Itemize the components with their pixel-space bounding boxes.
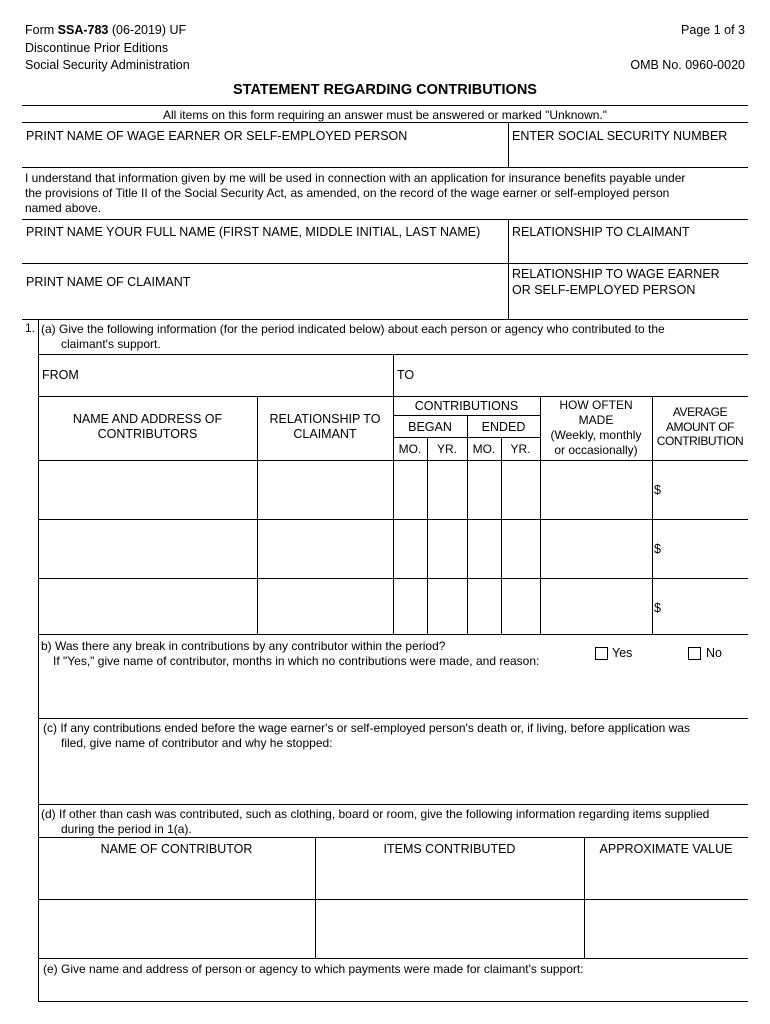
from-label: FROM xyxy=(42,368,79,382)
question-number: 1. xyxy=(25,321,36,335)
column-name-address-line-2: CONTRIBUTORS xyxy=(97,427,198,441)
column-relationship-line-1: RELATIONSHIP TO xyxy=(269,412,381,426)
divider xyxy=(38,460,748,461)
column-how-often xyxy=(540,398,652,458)
question-1a-line-1: (a) Give the following information (for the period indicated below) about each person or agency who contributed to the xyxy=(41,322,665,336)
no-checkbox[interactable] xyxy=(688,647,701,660)
question-1c-answer-field[interactable] xyxy=(40,752,746,803)
dollar-sign-row-3: $ xyxy=(654,601,661,615)
statement-line-3: named above. xyxy=(25,201,102,215)
divider xyxy=(508,122,509,167)
contributor-row-3[interactable] xyxy=(40,580,746,633)
divider xyxy=(38,396,748,397)
relationship-to-wage-earner-field[interactable] xyxy=(510,300,748,318)
wage-earner-label: PRINT NAME OF WAGE EARNER OR SELF-EMPLOYED PERSON xyxy=(26,129,408,143)
relationship-to-claimant-field[interactable] xyxy=(510,241,748,263)
dollar-sign-row-2: $ xyxy=(654,542,661,556)
column-ended-year: YR. xyxy=(510,442,531,456)
column-items-contributed: ITEMS CONTRIBUTED xyxy=(383,842,516,856)
contributor-row-1[interactable] xyxy=(40,462,746,518)
column-ended: ENDED xyxy=(481,420,526,434)
question-1b-line-2: If "Yes," give name of contributor, months in which no contributions were made, and reason: xyxy=(53,654,540,668)
discontinue-note: Discontinue Prior Editions xyxy=(25,41,169,55)
divider xyxy=(22,105,748,106)
statement-line-2: the provisions of Title II of the Social Security Act, as amended, on the record of the wage earner or self-employed person xyxy=(25,186,670,200)
form-number: SSA-783 xyxy=(57,23,109,37)
column-average-amount-line-3: CONTRIBUTION xyxy=(656,434,744,448)
divider xyxy=(393,437,540,438)
column-how-often-line-1: HOW OFTEN xyxy=(559,398,633,412)
column-average-amount-line-2: AMOUNT OF xyxy=(665,419,735,434)
items-row-2[interactable] xyxy=(40,901,746,957)
question-1b-line-1: b) Was there any break in contributions by any contributor within the period? xyxy=(41,639,446,653)
items-row-1[interactable] xyxy=(40,858,746,898)
divider xyxy=(22,167,748,168)
no-label: No xyxy=(706,646,722,660)
column-relationship xyxy=(257,412,393,442)
ssn-field[interactable] xyxy=(510,145,748,167)
column-average-amount-line-1: AVERAGE xyxy=(672,405,728,419)
full-name-field[interactable] xyxy=(24,241,507,263)
divider xyxy=(22,263,748,264)
claimant-name-field[interactable] xyxy=(24,292,507,318)
wage-earner-name-field[interactable] xyxy=(24,145,507,167)
divider xyxy=(22,319,748,320)
divider xyxy=(22,219,748,220)
relationship-to-wage-earner-label-2: OR SELF-EMPLOYED PERSON xyxy=(512,283,696,297)
relationship-to-claimant-label: RELATIONSHIP TO CLAIMANT xyxy=(512,225,690,239)
page-number: Page 1 of 3 xyxy=(681,23,745,37)
yes-label: Yes xyxy=(612,646,633,660)
question-1b-answer-field[interactable] xyxy=(40,671,746,717)
omb-number: OMB No. 0960-0020 xyxy=(630,58,745,72)
column-contributions: CONTRIBUTIONS xyxy=(414,399,519,413)
divider xyxy=(508,219,509,319)
form-number-line xyxy=(25,23,186,37)
dollar-sign-row-1: $ xyxy=(654,483,661,497)
question-1e-line-1: (e) Give name and address of person or agency to which payments were made for claimant's support: xyxy=(43,962,584,976)
column-name-address-line-1: NAME AND ADDRESS OF xyxy=(72,412,223,426)
column-began-year: YR. xyxy=(436,442,457,456)
column-average-amount xyxy=(652,405,748,449)
divider xyxy=(38,958,748,959)
to-date-field[interactable] xyxy=(420,357,746,395)
column-how-often-line-3: (Weekly, monthly xyxy=(550,428,642,442)
divider xyxy=(38,837,748,838)
yes-checkbox[interactable] xyxy=(595,647,608,660)
form-prefix: Form xyxy=(25,23,58,37)
column-how-often-line-4: or occasionally) xyxy=(554,443,638,457)
divider xyxy=(38,899,748,900)
divider xyxy=(38,718,748,719)
divider xyxy=(38,578,748,579)
question-1e-answer-field[interactable] xyxy=(40,978,746,1000)
column-ended-month: MO. xyxy=(472,442,496,456)
column-began: BEGAN xyxy=(408,420,452,434)
divider xyxy=(38,804,748,805)
question-1c-line-1: (c) If any contributions ended before the wage earner's or self-employed person's death or, if living, before application was xyxy=(43,721,690,735)
divider xyxy=(22,122,748,123)
question-1d-line-2: during the period in 1(a). xyxy=(61,822,192,836)
divider xyxy=(38,519,748,520)
question-1d-line-1: (d) If other than cash was contributed, such as clothing, board or room, give the following information regarding items supplied xyxy=(41,807,710,821)
ssn-label: ENTER SOCIAL SECURITY NUMBER xyxy=(512,129,728,143)
claimant-name-label: PRINT NAME OF CLAIMANT xyxy=(26,275,191,289)
column-relationship-line-2: CLAIMANT xyxy=(293,427,357,441)
contributor-row-2[interactable] xyxy=(40,521,746,577)
column-began-month: MO. xyxy=(398,442,422,456)
divider xyxy=(38,634,748,635)
relationship-to-wage-earner-label-1: RELATIONSHIP TO WAGE EARNER xyxy=(512,267,720,281)
column-approximate-value: APPROXIMATE VALUE xyxy=(599,842,733,856)
instruction-text: All items on this form requiring an answer must be answered or marked "Unknown." xyxy=(162,108,608,122)
from-date-field[interactable] xyxy=(80,357,392,395)
statement-line-1: I understand that information given by me will be used in connection with an application for insurance benefits payable under xyxy=(25,171,686,185)
agency-name: Social Security Administration xyxy=(25,58,190,72)
column-how-often-line-2: MADE xyxy=(578,413,614,427)
column-contributor-name: NAME OF CONTRIBUTOR xyxy=(100,842,253,856)
question-1c-line-2: filed, give name of contributor and why he stopped: xyxy=(61,736,333,750)
column-name-address xyxy=(38,412,257,442)
form-edition: (06-2019) UF xyxy=(108,23,187,37)
divider xyxy=(38,1001,748,1002)
question-1a-line-2: claimant's support. xyxy=(61,337,161,351)
page-title: STATEMENT REGARDING CONTRIBUTIONS xyxy=(233,82,537,98)
to-label: TO xyxy=(397,368,415,382)
full-name-label: PRINT NAME YOUR FULL NAME (FIRST NAME, MIDDLE INITIAL, LAST NAME) xyxy=(26,225,481,239)
